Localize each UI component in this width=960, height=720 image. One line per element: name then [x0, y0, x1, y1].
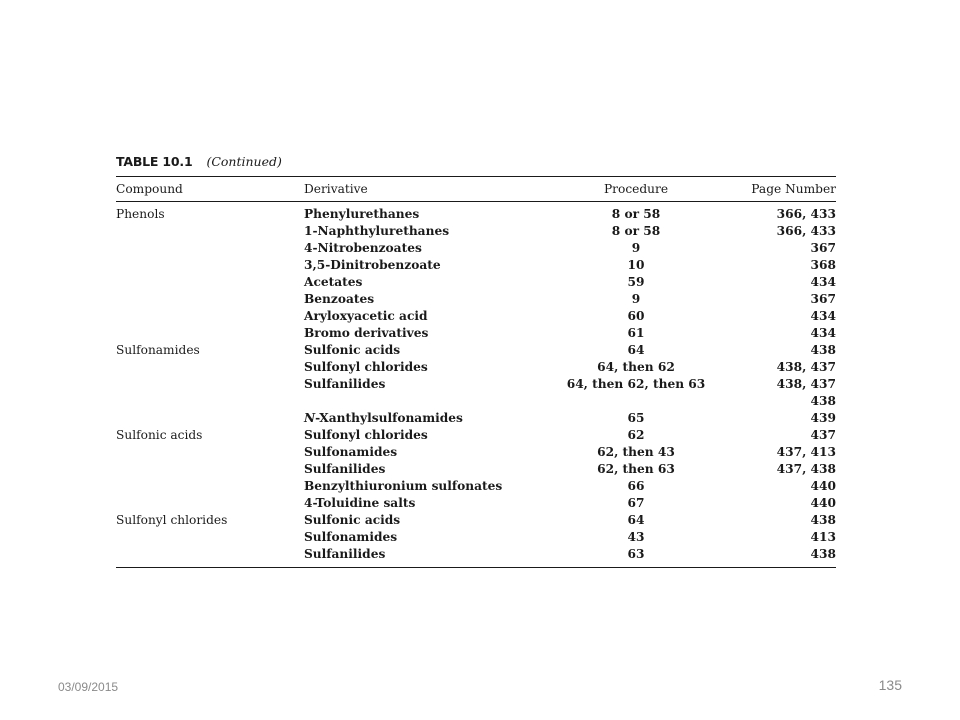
- table-row: [116, 257, 838, 274]
- cell-page-number: 434: [810, 309, 836, 323]
- cell-page-number: 440: [810, 496, 836, 510]
- cell-page-number: 438: [810, 343, 836, 357]
- cell-derivative: Sulfonic acids: [304, 343, 401, 357]
- header-derivative: Derivative: [304, 182, 368, 196]
- cell-procedure: 66: [627, 479, 645, 493]
- cell-derivative: Bromo derivatives: [304, 326, 429, 340]
- table-row: [116, 393, 838, 410]
- cell-compound: [116, 325, 304, 342]
- table-caption-continued: (Continued): [206, 154, 282, 169]
- cell-compound: Sulfonic acids: [116, 428, 203, 442]
- table-row: [116, 308, 838, 325]
- cell-derivative: Sulfanilides: [304, 462, 386, 476]
- cell-compound: [116, 461, 304, 478]
- cell-procedure: 59: [627, 275, 645, 289]
- cell-derivative: Benzoates: [304, 292, 375, 306]
- cell-compound: [116, 393, 304, 410]
- cell-derivative: Sulfonic acids: [304, 513, 401, 527]
- header-compound: Compound: [116, 182, 183, 196]
- cell-procedure: 9: [631, 241, 641, 255]
- cell-derivative: Acetates: [304, 275, 363, 289]
- cell-compound: Phenols: [116, 207, 165, 221]
- cell-procedure: [558, 393, 714, 410]
- cell-procedure: 8 or 58: [611, 224, 661, 238]
- cell-derivative: 3,5-Dinitrobenzoate: [304, 258, 441, 272]
- cell-procedure: 65: [627, 411, 645, 425]
- cell-compound: [116, 410, 304, 427]
- table-row: [116, 478, 838, 495]
- cell-procedure: 64: [627, 343, 645, 357]
- cell-procedure: 61: [627, 326, 645, 340]
- table-row: [116, 359, 838, 376]
- cell-compound: [116, 478, 304, 495]
- table-row: [116, 376, 838, 393]
- cell-compound: [116, 274, 304, 291]
- cell-compound: [116, 376, 304, 393]
- table-header-row: [116, 177, 838, 201]
- cell-procedure: 60: [627, 309, 645, 323]
- italic-prefix: N: [304, 411, 316, 425]
- table-caption: [116, 154, 836, 176]
- header-page-number: Page Number: [751, 182, 836, 196]
- cell-page-number: 368: [810, 258, 836, 272]
- table-caption-label: TABLE 10.1: [116, 154, 193, 169]
- cell-compound: [116, 495, 304, 512]
- cell-procedure: 62, then 63: [597, 462, 675, 476]
- table-row: [116, 202, 838, 223]
- table-bottom-rule: [116, 567, 836, 568]
- cell-page-number: 366, 433: [776, 224, 836, 238]
- cell-page-number: 437, 438: [776, 462, 836, 476]
- cell-compound: [116, 546, 304, 563]
- table-row: [116, 512, 838, 529]
- table-row: [116, 546, 838, 563]
- cell-derivative: 4-Toluidine salts: [304, 496, 416, 510]
- cell-procedure: 62, then 43: [597, 445, 675, 459]
- header-procedure: Procedure: [603, 182, 669, 196]
- cell-compound: [116, 444, 304, 461]
- cell-page-number: 367: [810, 292, 836, 306]
- cell-procedure: 64, then 62, then 63: [566, 377, 706, 391]
- table-row: [116, 495, 838, 512]
- cell-compound: Sulfonyl chlorides: [116, 513, 228, 527]
- cell-page-number: 366, 433: [776, 207, 836, 221]
- cell-derivative: Sulfonyl chlorides: [304, 428, 428, 442]
- cell-derivative: Benzylthiuronium sulfonates: [304, 479, 503, 493]
- cell-page-number: 434: [810, 326, 836, 340]
- cell-compound: [116, 223, 304, 240]
- cell-compound: [116, 257, 304, 274]
- cell-derivative: Phenylurethanes: [304, 207, 420, 221]
- cell-page-number: 437: [810, 428, 836, 442]
- table-row: [116, 291, 838, 308]
- cell-derivative: Sulfanilides: [304, 377, 386, 391]
- table-row: [116, 461, 838, 478]
- cell-procedure: 67: [627, 496, 645, 510]
- cell-page-number: 413: [810, 530, 836, 544]
- cell-compound: [116, 359, 304, 376]
- cell-procedure: 64, then 62: [597, 360, 675, 374]
- table-row: [116, 410, 838, 427]
- table-row: [116, 342, 838, 359]
- cell-derivative: Aryloxyacetic acid: [304, 309, 428, 323]
- cell-derivative: Sulfanilides: [304, 547, 386, 561]
- cell-compound: [116, 291, 304, 308]
- cell-derivative: 1-Naphthylurethanes: [304, 224, 450, 238]
- cell-procedure: 63: [627, 547, 645, 561]
- table-row: [116, 274, 838, 291]
- table-header: [116, 177, 838, 201]
- cell-page-number: 434: [810, 275, 836, 289]
- table-body: [116, 202, 838, 563]
- table-row: [116, 223, 838, 240]
- cell-page-number: 367: [810, 241, 836, 255]
- cell-compound: [116, 308, 304, 325]
- cell-derivative: Sulfonamides: [304, 530, 398, 544]
- footer-page-number: 135: [878, 677, 902, 693]
- footer-date: 03/09/2015: [58, 680, 119, 694]
- table-row: [116, 325, 838, 342]
- cell-page-number: 438: [810, 513, 836, 527]
- table-row: [116, 240, 838, 257]
- table-row: [116, 444, 838, 461]
- cell-derivative: Sulfonamides: [304, 445, 398, 459]
- table-row: [116, 427, 838, 444]
- cell-procedure: 8 or 58: [611, 207, 661, 221]
- cell-page-number: 438, 437: [776, 377, 836, 391]
- cell-compound: Sulfonamides: [116, 343, 200, 357]
- cell-procedure: 10: [627, 258, 645, 272]
- cell-page-number: 437, 413: [776, 445, 836, 459]
- cell-page-number: 438: [810, 547, 836, 561]
- cell-compound: [116, 240, 304, 257]
- cell-procedure: 43: [627, 530, 645, 544]
- cell-procedure: 9: [631, 292, 641, 306]
- derivatives-table-body: [116, 202, 838, 563]
- cell-page-number: 438, 437: [776, 360, 836, 374]
- cell-page-number: 438: [810, 394, 836, 408]
- cell-page-number: 440: [810, 479, 836, 493]
- derivatives-table: [116, 177, 838, 201]
- cell-derivative: N-Xanthylsulfonamides: [304, 411, 463, 425]
- table-10-1: [116, 154, 836, 568]
- cell-procedure: 62: [627, 428, 645, 442]
- cell-derivative: 4-Nitrobenzoates: [304, 241, 422, 255]
- table-row: [116, 529, 838, 546]
- cell-derivative: Sulfonyl chlorides: [304, 360, 428, 374]
- cell-derivative: [304, 393, 558, 410]
- cell-page-number: 439: [810, 411, 836, 425]
- cell-compound: [116, 529, 304, 546]
- cell-procedure: 64: [627, 513, 645, 527]
